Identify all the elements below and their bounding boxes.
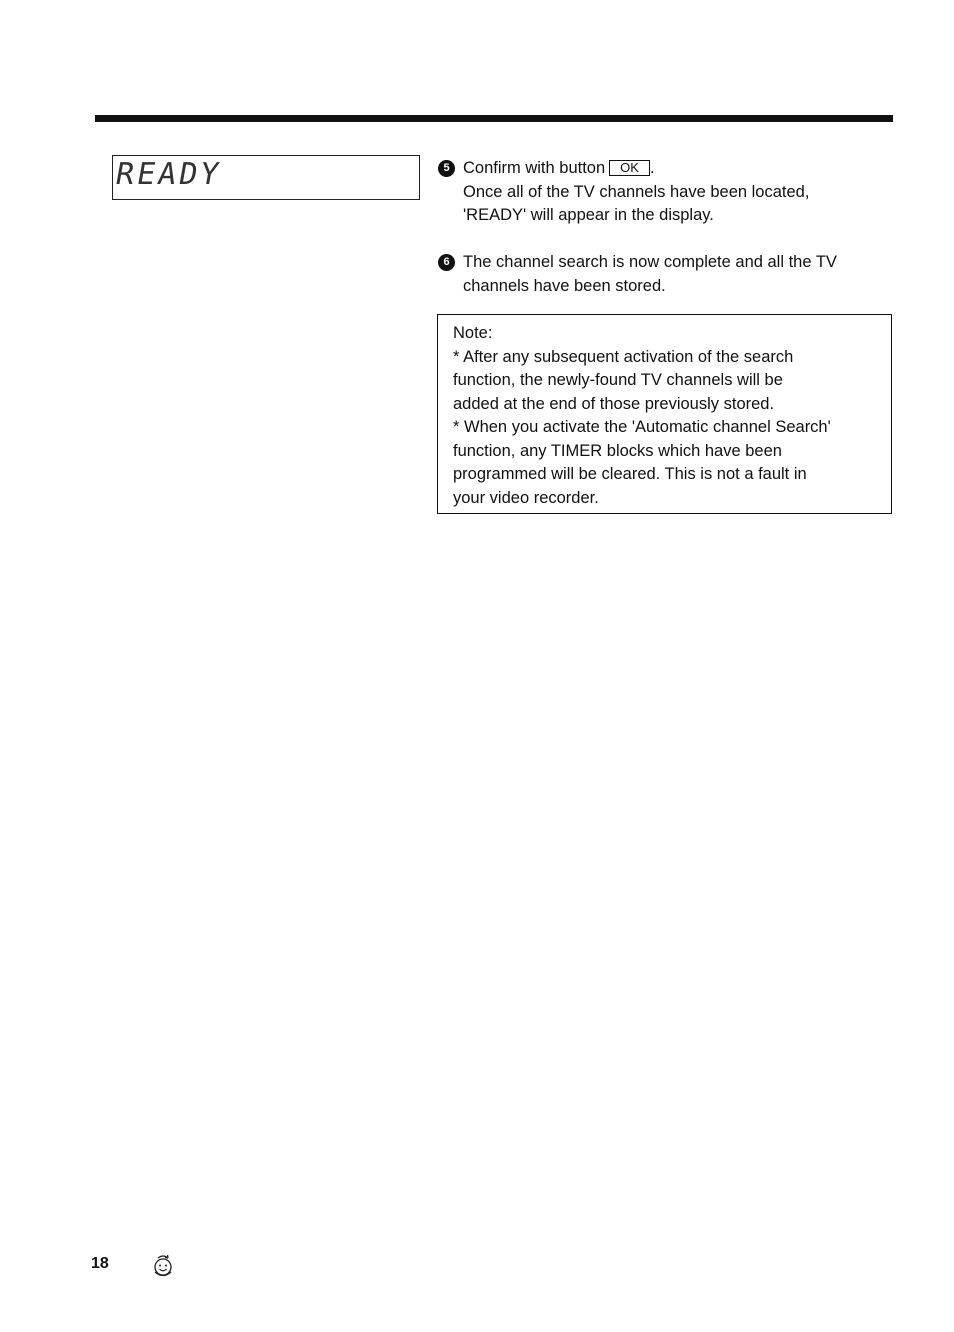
step-6-line-2: channels have been stored.	[463, 276, 666, 295]
note-line: added at the end of those previously stored.	[453, 394, 775, 413]
step-number-badge: 5	[438, 160, 455, 177]
step-number-badge: 6	[438, 254, 455, 271]
smiley-cycle-icon	[149, 1252, 177, 1280]
note-line: function, any TIMER blocks which have been	[453, 441, 782, 460]
page-number: 18	[91, 1255, 109, 1272]
ok-button-glyph: OK	[609, 160, 650, 176]
top-rule	[95, 115, 893, 122]
note-line: programmed will be cleared. This is not a fault in	[453, 465, 807, 483]
step-6-line-1: The channel search is now complete and all the TV	[463, 253, 837, 271]
note-line: function, the newly-found TV channels will be	[453, 371, 783, 389]
step-5-line-2: Once all of the TV channels have been located,	[463, 182, 810, 201]
vcr-display-text: READY	[113, 157, 225, 192]
note-box	[437, 314, 892, 514]
note-line: your video recorder.	[453, 488, 599, 507]
note-line: * After any subsequent activation of the search	[453, 347, 794, 366]
note-line: * When you activate the 'Automatic channel Search'	[453, 418, 831, 436]
vcr-display-panel	[112, 155, 420, 200]
step-5-line-1: Confirm with button OK .	[463, 159, 655, 177]
step-5	[438, 157, 878, 228]
note-heading: Note:	[453, 324, 493, 342]
step-5-line-3: 'READY' will appear in the display.	[463, 206, 714, 224]
step-6	[438, 251, 878, 298]
